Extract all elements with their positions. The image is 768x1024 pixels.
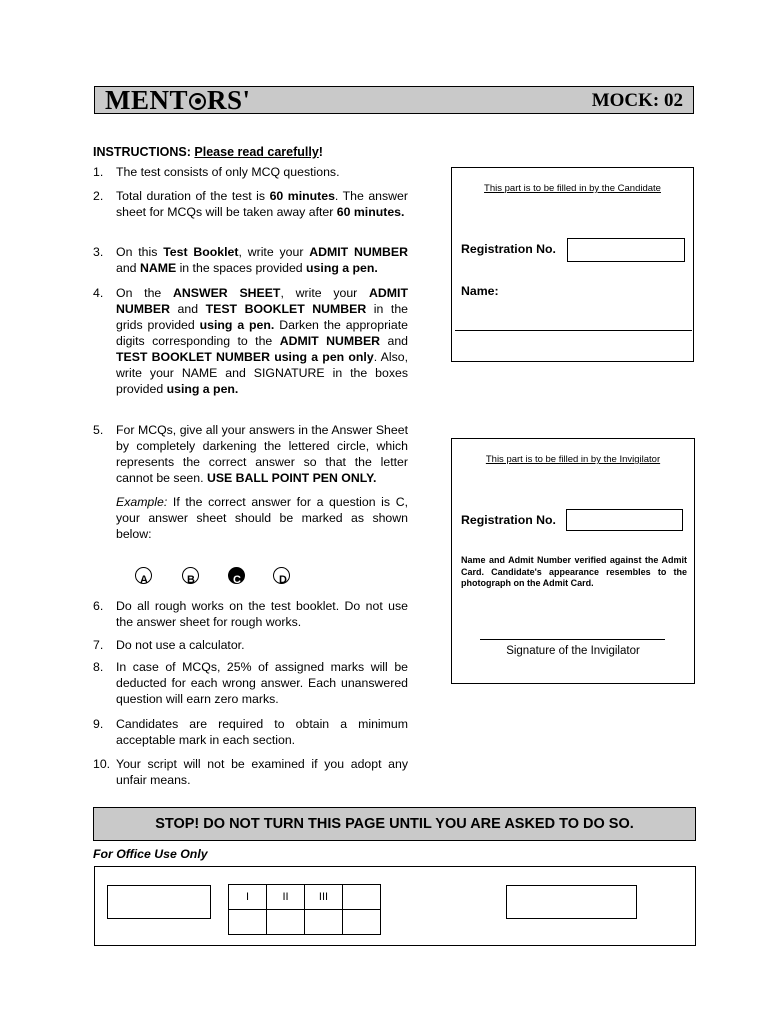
invigilator-registration-field[interactable] xyxy=(566,509,683,531)
office-field-right[interactable] xyxy=(506,885,637,919)
grid-header-i: I xyxy=(229,885,267,910)
bubble-label-c: C xyxy=(233,574,241,586)
invigilator-registration-label: Registration No. xyxy=(461,513,556,527)
target-icon xyxy=(189,93,206,110)
office-use-box xyxy=(94,866,696,946)
list-item: 3. On this Test Booklet, write your ADMIT NUMBER and NAME in the spaces provided using a pen. xyxy=(93,245,408,275)
grid-cell[interactable] xyxy=(343,910,381,935)
signature-label: Signature of the Invigilator xyxy=(506,645,640,657)
verification-text: Name and Admit Number verified against the Admit Card. Candidate's appearance resembles to the photograph on the Admit Card. xyxy=(461,555,687,588)
office-use-label: For Office Use Only xyxy=(93,847,208,861)
list-item: 8. In case of MCQs, 25% of assigned marks will be deducted for each wrong answer. Each unanswered question will earn zero marks. xyxy=(93,660,408,706)
grid-header-total xyxy=(343,885,381,910)
bubble-label-b: B xyxy=(187,574,195,586)
invigilator-box xyxy=(451,438,695,684)
candidate-name-line[interactable] xyxy=(455,330,692,331)
bubble-label-a: A xyxy=(140,574,148,586)
list-item: 7. Do not use a calculator. xyxy=(93,638,245,652)
list-item: 9. Candidates are required to obtain a minimum acceptable mark in each section. xyxy=(93,717,408,747)
bubble-label-d: D xyxy=(279,574,287,586)
list-item: 2. Total duration of the test is 60 minutes. The answer sheet for MCQs will be taken away after 60 minutes. xyxy=(93,189,408,219)
grid-header-iii: III xyxy=(305,885,343,910)
list-item: 1. The test consists of only MCQ questions. xyxy=(93,165,340,179)
candidate-name-label: Name: xyxy=(461,284,499,298)
office-field-left[interactable] xyxy=(107,885,211,919)
grid-cell[interactable] xyxy=(267,910,305,935)
list-item: 6. Do all rough works on the test booklet. Do not use the answer sheet for rough works. xyxy=(93,599,408,629)
header-bar xyxy=(94,86,694,114)
list-item: 4. On the ANSWER SHEET, write your ADMIT NUMBER and TEST BOOKLET NUMBER in the grids provided using a pen. Darken the appropriate digits corresponding to the ADMIT NUMBER and TEST BOOKLET NUMBER using a pen only. Also, write your NAME and SIGNATURE in the boxes provided using a pen. xyxy=(93,286,409,396)
invigilator-box-heading: This part is to be filled in by the Invigilator xyxy=(485,454,661,465)
mock-number: MOCK: 02 xyxy=(591,90,683,111)
brand-logo: MENT RS' xyxy=(105,85,251,115)
grid-cell[interactable] xyxy=(305,910,343,935)
grid-cell[interactable] xyxy=(229,910,267,935)
grid-header-ii: II xyxy=(267,885,305,910)
candidate-registration-field[interactable] xyxy=(567,238,685,262)
stop-banner: STOP! DO NOT TURN THIS PAGE UNTIL YOU ARE ASKED TO DO SO. xyxy=(93,807,696,841)
list-item: 5. For MCQs, give all your answers in the Answer Sheet by completely darkening the lettered circle, which represents the correct answer so that the letter cannot be seen. USE BALL POINT PEN ONLY. Example: If the correct answer for a question is C, your answer sheet should be marked as shown below: xyxy=(93,423,408,541)
instructions-heading: INSTRUCTIONS: Please read carefully! xyxy=(93,145,323,159)
marks-grid xyxy=(228,884,381,935)
candidate-box-heading: This part is to be filled in by the Candidate xyxy=(484,183,661,194)
candidate-box xyxy=(451,167,694,362)
list-item: 10. Your script will not be examined if you adopt any unfair means. xyxy=(93,757,408,787)
candidate-registration-label: Registration No. xyxy=(461,242,556,256)
signature-line[interactable] xyxy=(480,639,665,640)
